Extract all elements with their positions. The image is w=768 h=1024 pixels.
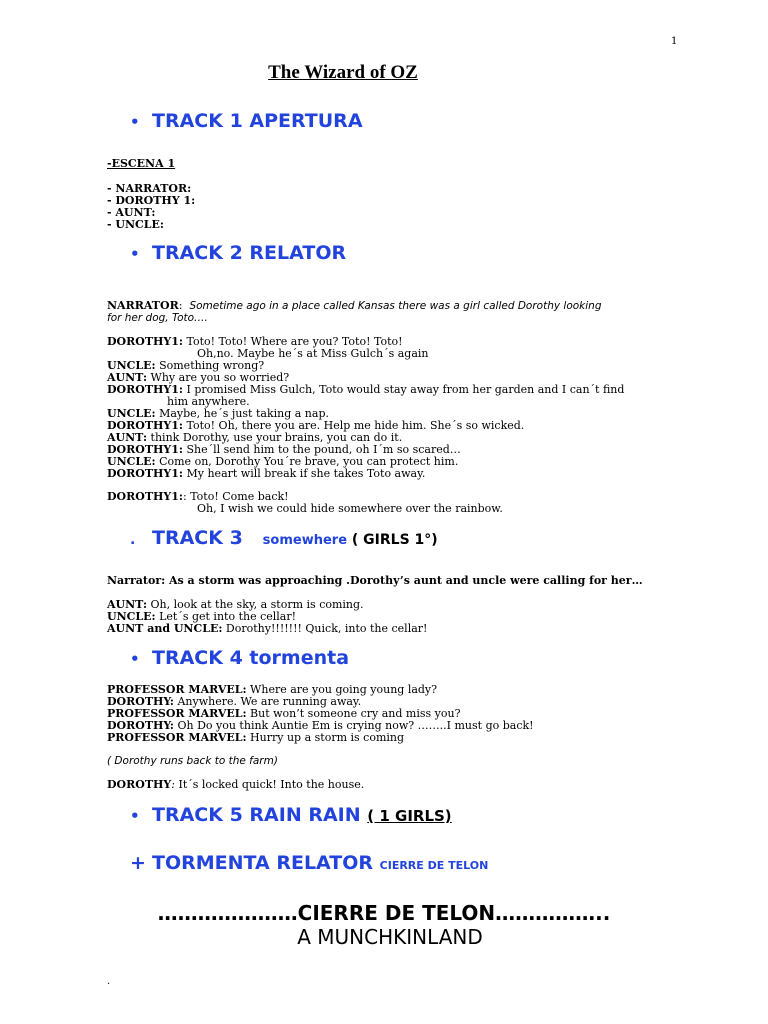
dialogue-line: UNCLE: Come on, Dorothy You´re brave, you can protect him. [107,455,459,468]
dialogue-line: AUNT: think Dorothy, use your brains, you can do it. [107,431,403,444]
dialogue-line: DOROTHY1: My heart will break if she takes Toto away. [107,467,426,480]
dialogue-line: Oh,no. Maybe he´s at Miss Gulch´s again [197,347,429,360]
bullet-icon: • [130,245,140,263]
dialogue-line: UNCLE: Something wrong? [107,359,265,372]
dialogue-line: AUNT: Why are you so worried? [107,371,290,384]
dialogue-line: AUNT: Oh, look at the sky, a storm is coming. [107,598,364,611]
scene-label: -ESCENA 1 [107,157,176,170]
dialogue-line: him anywhere. [167,395,250,408]
dialogue-block-2 [107,599,427,635]
cast-item: - NARRATOR: [107,182,192,195]
track-2-heading: • TRACK 2 RELATOR [130,242,347,264]
munchkinland-heading: A MUNCHKINLAND [297,925,483,949]
track-5-heading: • TRACK 5 RAIN RAIN ( 1 GIRLS) [130,804,452,826]
bullet-icon: • [130,650,140,668]
dialogue-line: AUNT and UNCLE: Dorothy!!!!!!! Quick, into the cellar! [107,622,428,635]
bullet-icon: • [130,113,140,131]
page-title: The Wizard of OZ [268,62,418,83]
cierre-de-telon: …………………CIERRE DE TELON…………….. [157,901,611,925]
dialogue-block-1 [107,336,624,480]
cast-list [107,183,195,231]
bullet-icon: . [130,532,136,548]
cast-item: - DOROTHY 1: [107,194,196,207]
dorothy-locked: DOROTHY: It´s locked quick! Into the house. [107,778,365,791]
end-mark: . [107,976,111,987]
cast-item: - AUNT: [107,206,156,219]
dialogue-line: UNCLE: Let´s get into the cellar! [107,610,297,623]
dialogue-line: DOROTHY: Oh Do you think Auntie Em is crying now? ……..I must go back! [107,719,534,732]
dialogue-line: DOROTHY1: I promised Miss Gulch, Toto would stay away from her garden and I can´t find [107,383,625,396]
dialogue-line: UNCLE: Maybe, he´s just taking a nap. [107,407,329,420]
narrator-intro: NARRATOR: Sometime ago in a place called Kansas there was a girl called Dorothy looking for her dog, Toto…. [107,299,602,324]
stage-direction: ( Dorothy runs back to the farm) [107,755,278,767]
bullet-icon: • [130,807,140,825]
tormenta-relator-heading: + TORMENTA RELATOR CIERRE DE TELON [130,852,489,874]
track-4-heading: • TRACK 4 tormenta [130,647,350,669]
dialogue-line: DOROTHY: Anywhere. We are running away. [107,695,362,708]
dorothy-rainbow: DOROTHY1:: Toto! Come back! Oh, I wish we could hide somewhere over the rainbow. [107,490,503,515]
dialogue-block-3 [107,684,534,744]
narrator-storm: Narrator: As a storm was approaching .Dorothy’s aunt and uncle were calling for her… [107,574,643,587]
dialogue-line: PROFESSOR MARVEL: Where are you going young lady? [107,683,438,696]
dialogue-line: DOROTHY1: Toto! Toto! Where are you? Toto! Toto! [107,335,403,348]
dialogue-line: DOROTHY1: Toto! Oh, there you are. Help me hide him. She´s so wicked. [107,419,525,432]
dialogue-line: PROFESSOR MARVEL: But won’t someone cry and miss you? [107,707,461,720]
dialogue-line: DOROTHY1: She´ll send him to the pound, oh I´m so scared… [107,443,461,456]
track-1-heading: • TRACK 1 APERTURA [130,110,363,132]
plus-icon: + [130,852,146,874]
dialogue-line: PROFESSOR MARVEL: Hurry up a storm is coming [107,731,405,744]
track-3-heading: . TRACK 3 somewhere ( GIRLS 1°) [130,527,438,549]
cast-item: - UNCLE: [107,218,164,231]
page-number: 1 [671,36,678,47]
